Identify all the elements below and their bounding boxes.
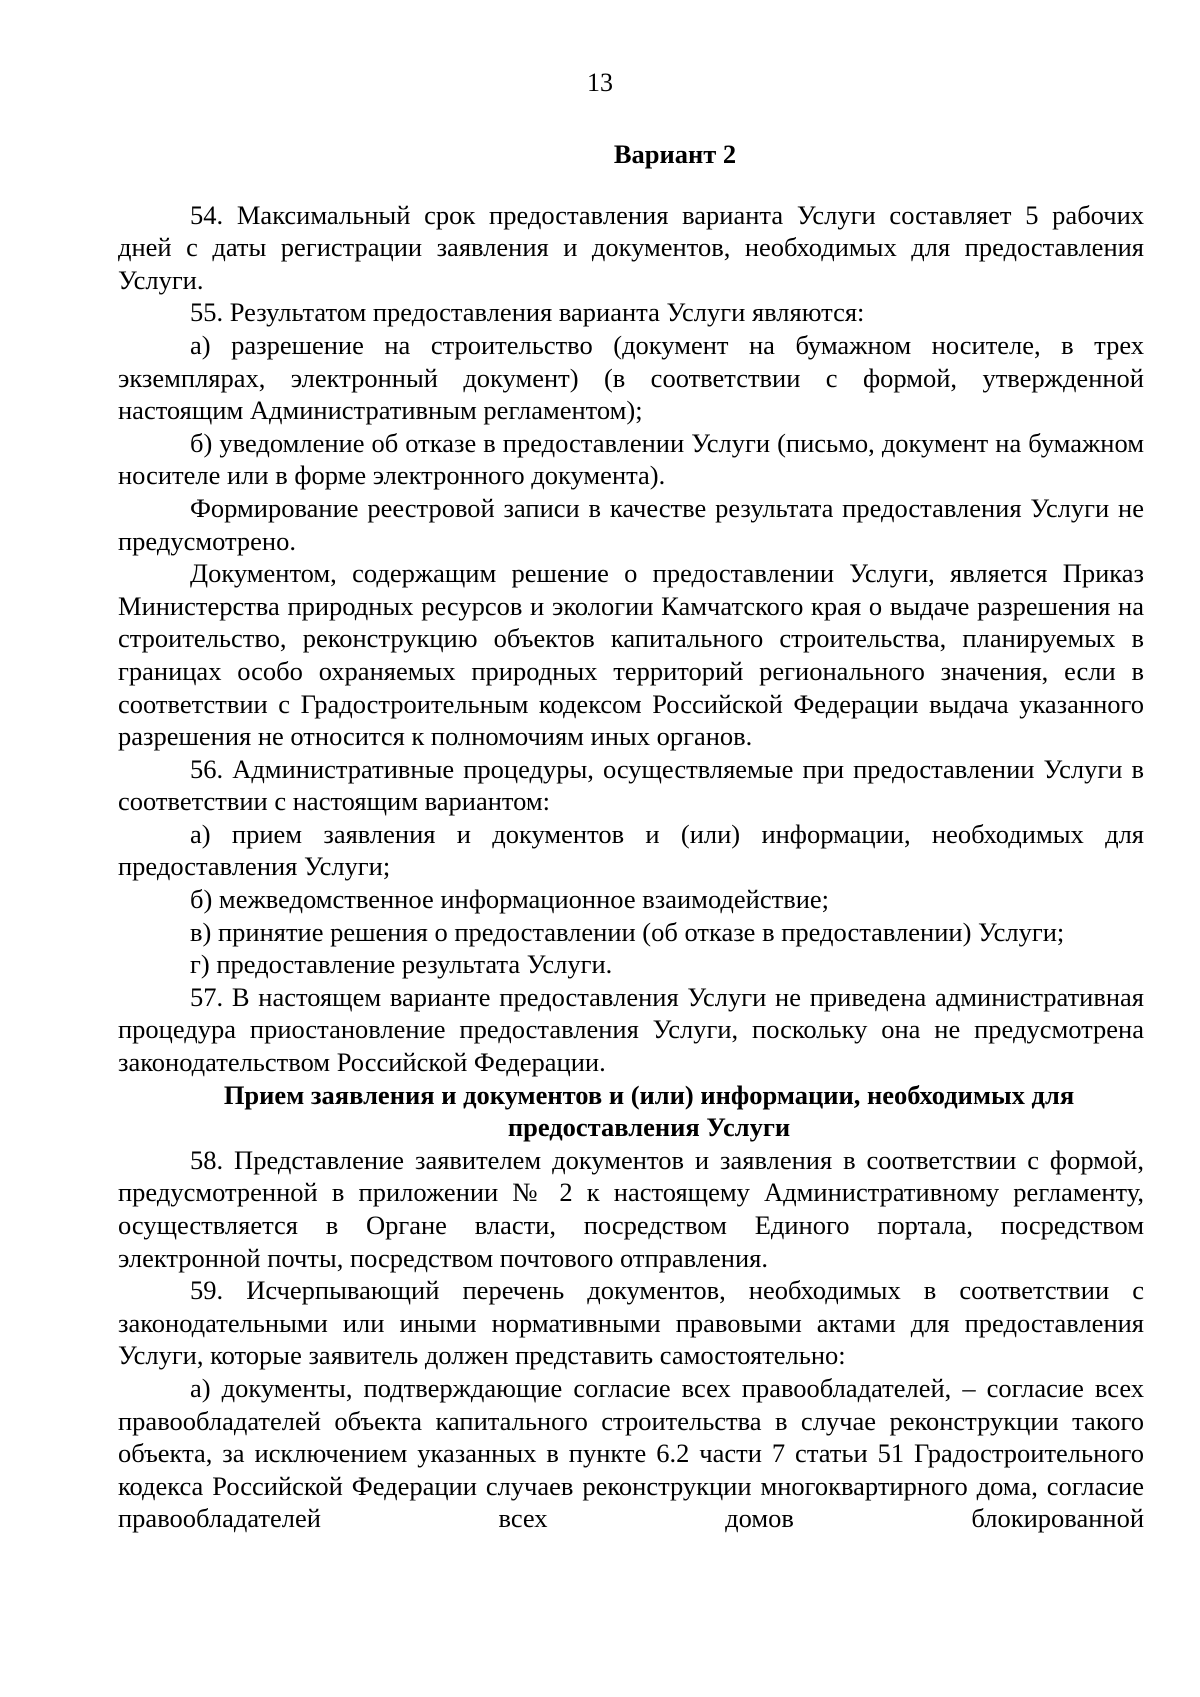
paragraph-59: 59. Исчерпывающий перечень документов, необходимых в соответствии с законодательными или иными нормативными правовыми актами для предоставления Услуги, которые заявитель должен представить самостоятельно: xyxy=(118,1275,1144,1371)
paragraph-55-b: б) уведомление об отказе в предоставлении Услуги (письмо, документ на бумажном носителе или в форме электронного документа). xyxy=(118,427,1144,491)
page-number: 13 xyxy=(587,68,613,97)
paragraph-59-a: а) документы, подтверждающие согласие всех правообладателей, – согласие всех правообладателей объекта капитального строительства в случае реконструкции такого объекта, за исключением указанных в пункте 6.2 части 7 статьи 51 Градостроительного кодекса Российской Федерации случаев реконструкции многоквартирного дома, согласие правообладателей всех домов блокированной xyxy=(118,1372,1144,1534)
document-body xyxy=(118,138,1144,1535)
section-heading-line-2: предоставления Услуги xyxy=(507,1112,791,1143)
paragraph-58: 58. Представление заявителем документов и заявления в соответствии с формой, предусмотренной в приложении № 2 к настоящему Административному регламенту, осуществляется в Органе власти, посредством Единого портала, посредством электронной почты, посредством почтового отправления. xyxy=(118,1144,1144,1273)
paragraph-56: 56. Административные процедуры, осуществляемые при предоставлении Услуги в соответствии с настоящим вариантом: xyxy=(118,753,1144,817)
paragraph-55: 55. Результатом предоставления варианта Услуги являются: xyxy=(190,297,865,328)
paragraph-55-a: а) разрешение на строительство (документ на бумажном носителе, в трех экземплярах, электронный документ) (в соответствии с формой, утвержденной настоящим Административным регламентом); xyxy=(118,329,1144,426)
section-heading xyxy=(118,1079,1144,1144)
paragraph-56-b: б) межведомственное информационное взаимодействие; xyxy=(190,884,830,915)
paragraph-54: 54. Максимальный срок предоставления варианта Услуги составляет 5 рабочих дней с даты регистрации заявления и документов, необходимых для предоставления Услуги. xyxy=(118,199,1144,295)
paragraph-56-a: а) прием заявления и документов и (или) информации, необходимых для предоставления Услуги; xyxy=(118,818,1144,882)
paragraph-56-v: в) принятие решения о предоставлении (об отказе в предоставлении) Услуги; xyxy=(190,916,1065,947)
paragraph-decision-document: Документом, содержащим решение о предоставлении Услуги, является Приказ Министерства природных ресурсов и экологии Камчатского края о выдаче разрешения на строительство, реконструкцию объектов капитального строительства, планируемых в границах особо охраняемых природных территорий регионального значения, если в соответствии с Градостроительным кодексом Российской Федерации выдача указанного разрешения не относится к полномочиям иных органов. xyxy=(118,558,1144,752)
variant-title: Вариант 2 xyxy=(613,139,737,169)
paragraph-registry-record: Формирование реестровой записи в качестве результата предоставления Услуги не предусмотрено. xyxy=(118,492,1144,556)
paragraph-57: 57. В настоящем варианте предоставления Услуги не приведена административная процедура приостановление предоставления Услуги, поскольку она не предусмотрена законодательством Российской Федерации. xyxy=(118,981,1144,1078)
paragraph-56-g: г) предоставление результата Услуги. xyxy=(190,949,613,980)
section-heading-line-1: Прием заявления и документов и (или) информации, необходимых для xyxy=(223,1079,1075,1110)
